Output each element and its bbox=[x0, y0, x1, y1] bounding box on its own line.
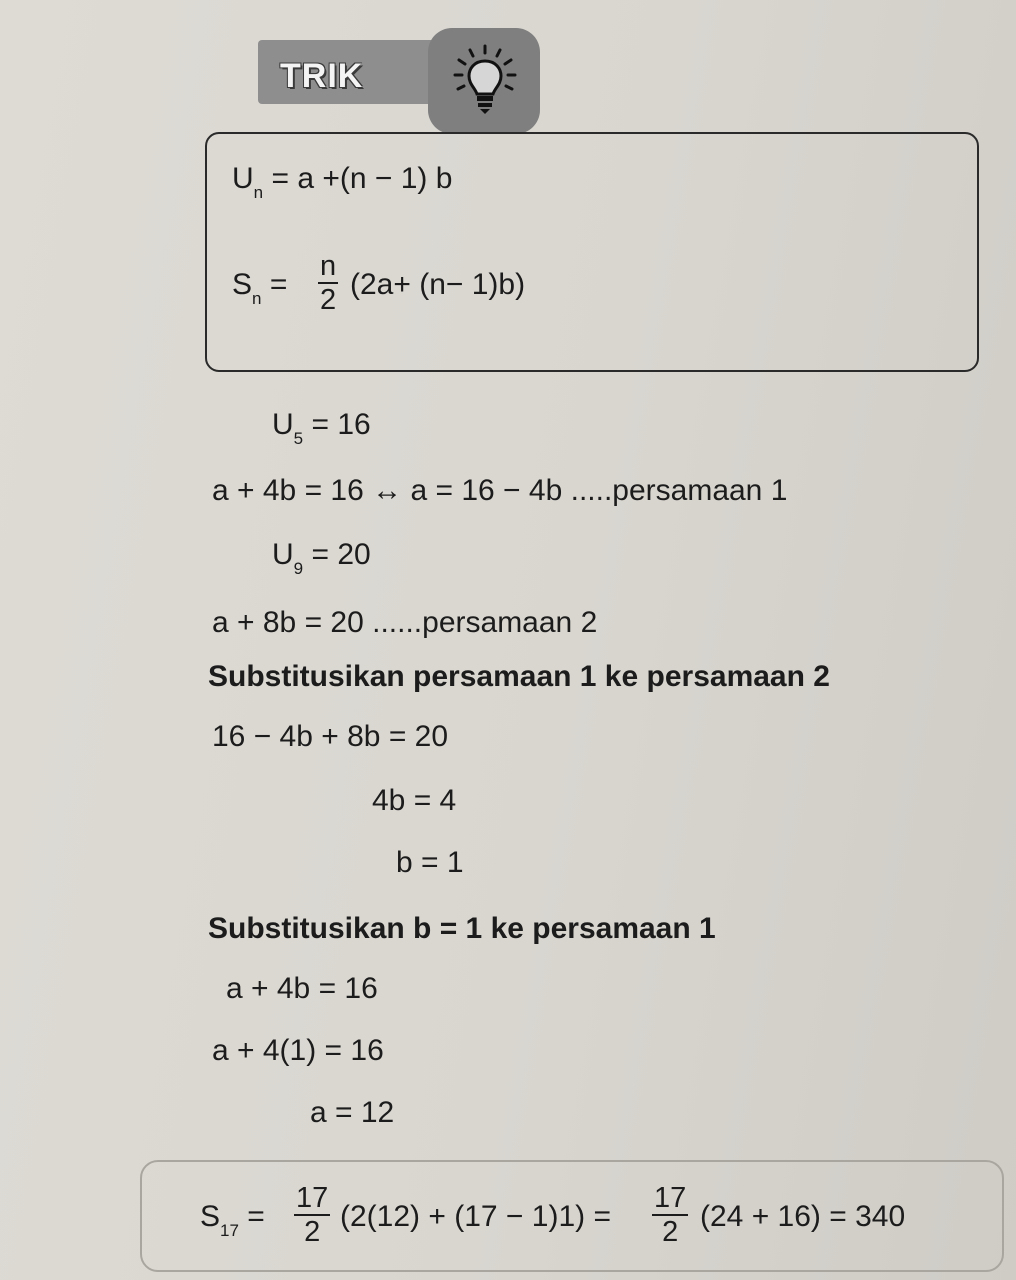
un-base: U bbox=[232, 162, 254, 195]
u9-line bbox=[272, 538, 371, 578]
sn-base: S bbox=[232, 268, 253, 301]
calc-line-3: b = 1 bbox=[396, 846, 464, 879]
formula-sn-lhs bbox=[232, 268, 288, 308]
sn-rhs: (2a+ (n− 1)b) bbox=[350, 268, 526, 301]
calc-line-6: a = 12 bbox=[310, 1096, 395, 1129]
final-denominator-2: 2 bbox=[662, 1216, 679, 1248]
equation-2-line: a + 8b = 20 ......persamaan 2 bbox=[212, 606, 598, 639]
final-denominator-1: 2 bbox=[304, 1216, 321, 1248]
substitution-heading-1: Substitusikan persamaan 1 ke persamaan 2 bbox=[208, 660, 830, 693]
calc-line-5: a + 4(1) = 16 bbox=[212, 1034, 384, 1067]
substitution-heading-2: Substitusikan b = 1 ke persamaan 1 bbox=[208, 912, 716, 945]
formula-un bbox=[232, 162, 453, 202]
un-subscript: n bbox=[253, 183, 264, 202]
equation-1-line: a + 4b = 16 ↔ a = 16 − 4b .....persamaan 1 bbox=[212, 474, 788, 507]
sn-numerator: n bbox=[320, 250, 337, 282]
final-fraction-1 bbox=[294, 1182, 330, 1248]
un-rhs: = a +(n − 1) b bbox=[271, 162, 453, 195]
sn-fraction bbox=[318, 250, 338, 316]
u5-base: U bbox=[272, 408, 294, 441]
final-numerator-1: 17 bbox=[296, 1182, 329, 1214]
final-numerator-2: 17 bbox=[654, 1182, 687, 1214]
s17-subscript: 17 bbox=[220, 1221, 239, 1240]
sn-denominator: 2 bbox=[320, 284, 337, 316]
u9-base: U bbox=[272, 538, 294, 571]
final-lhs bbox=[200, 1200, 265, 1240]
calc-line-2: 4b = 4 bbox=[372, 784, 457, 817]
sn-equals: = bbox=[269, 268, 288, 301]
calc-line-1: 16 − 4b + 8b = 20 bbox=[212, 720, 449, 753]
u5-subscript: 5 bbox=[293, 429, 304, 448]
s17-equals: = bbox=[247, 1200, 265, 1233]
u9-subscript: 9 bbox=[293, 559, 304, 578]
s17-base: S bbox=[200, 1200, 221, 1233]
sn-subscript: n bbox=[252, 289, 262, 308]
lightbulb-icon bbox=[450, 44, 520, 118]
final-middle: (2(12) + (17 − 1)1) = bbox=[340, 1200, 611, 1233]
u5-rhs: = 16 bbox=[311, 408, 371, 441]
u9-rhs: = 20 bbox=[311, 538, 371, 571]
trik-label: TRIK bbox=[280, 57, 364, 95]
u5-line bbox=[272, 408, 371, 448]
final-fraction-2 bbox=[652, 1182, 688, 1248]
calc-line-4: a + 4b = 16 bbox=[226, 972, 378, 1005]
lightbulb-badge bbox=[428, 28, 540, 134]
final-tail: (24 + 16) = 340 bbox=[700, 1200, 906, 1233]
